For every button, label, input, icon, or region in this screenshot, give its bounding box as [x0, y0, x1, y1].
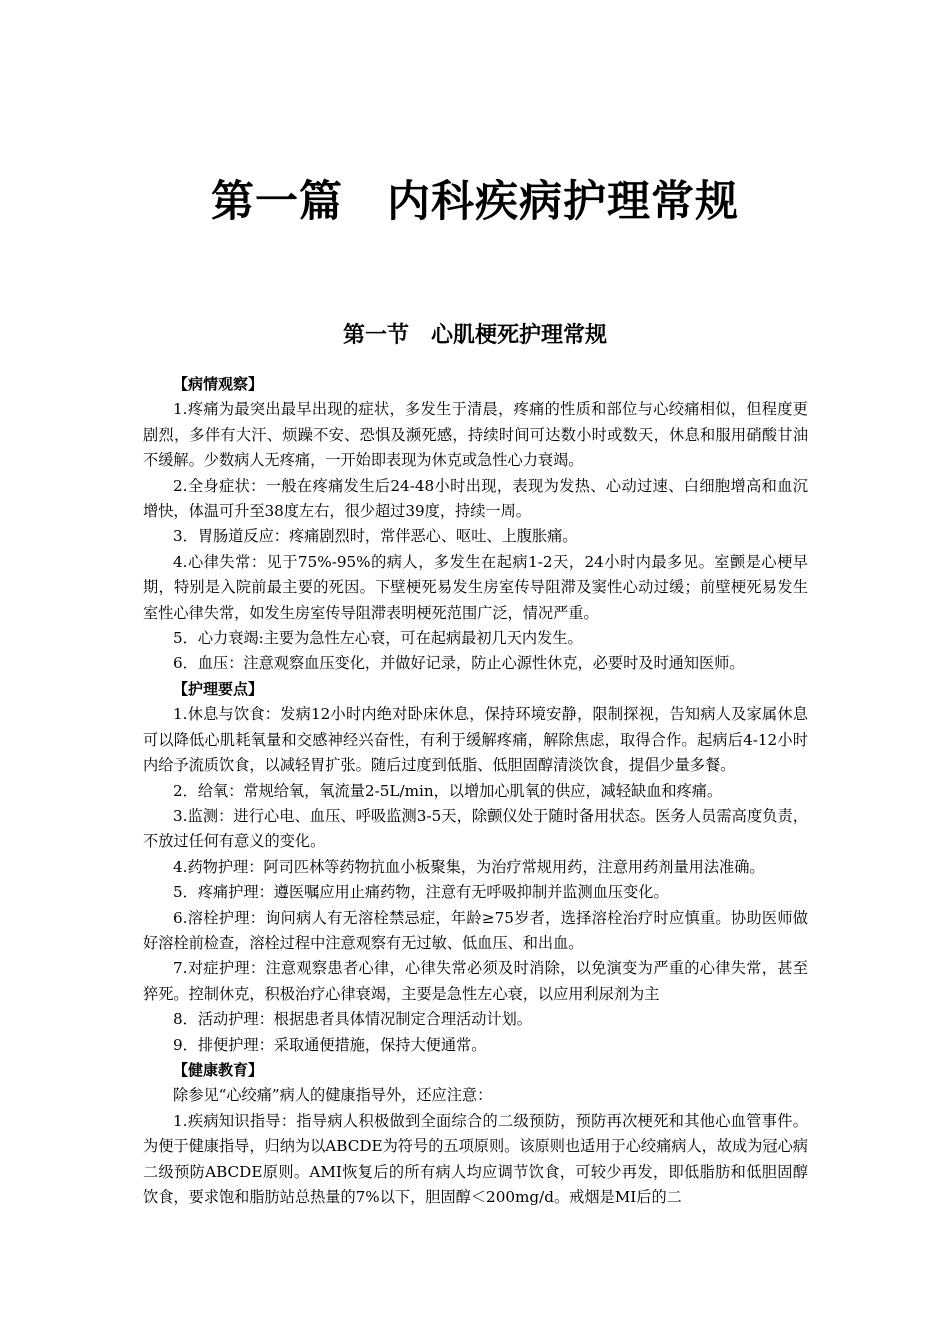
paragraph: 7.对症护理：注意观察患者心律，心律失常必须及时消除，以免演变为严重的心律失常，甚至猝死。控制休克，积极治疗心律衰竭，主要是急性左心衰，以应用利尿剂为主	[143, 959, 808, 1003]
section-heading: 【病情观察】	[173, 375, 264, 393]
paragraph: 1.疾病知识指导：指导病人积极做到全面综合的二级预防，预防再次梗死和其他心血管事件。为便于健康指导，归纳为以ABCDE为符号的五项原则。该原则也适用于心绞痛病人，故成为冠心病二级预防ABCDE原则。AMI恢复后的所有病人均应调节饮食，可较少再发，即低脂肪和低胆固醇饮食，要求饱和脂肪站总热量的7%以下，胆固醇＜200mg/d。戒烟是MI后的二	[143, 1111, 808, 1206]
paragraph: 6．血压：注意观察血压变化，并做好记录，防止心源性休克，必要时及时通知医师。	[173, 654, 745, 673]
paragraph: 9．排便护理：采取通便措施，保持大便通常。	[173, 1035, 487, 1054]
paragraph: 2．给氧：常规给氧，氧流量2-5L/min，以增加心肌氧的供应，减轻缺血和疼痛。	[173, 781, 723, 800]
paragraph: 1.休息与饮食：发病12小时内绝对卧床休息，保持环境安静，限制探视，告知病人及家属休息可以降低心肌耗氧量和交感神经兴奋性，有利于缓解疼痛，解除焦虑，取得合作。起病后4-12小时内给予流质饮食，以减轻胃扩张。随后过度到低脂、低胆固醇清淡饮食，提倡少量多餐。	[143, 705, 808, 775]
paragraph: 除参见“心绞痛”病人的健康指导外，还应注意：	[173, 1086, 493, 1105]
paragraph: 5．心力衰竭:主要为急性左心衰，可在起病最初几天内发生。	[173, 629, 583, 648]
paragraph: 4.心律失常：见于75%-95%的病人，多发生在起病1-2天，24小时内最多见。室颤是心梗早期，特别是入院前最主要的死因。下壁梗死易发生房室传导阻滞及窦性心动过缓；前壁梗死易发生室性心律失常，如发生房室传导阻滞表明梗死范围广泛，情况严重。	[143, 552, 808, 622]
paragraph: 8．活动护理：根据患者具体情况制定合理活动计划。	[173, 1010, 532, 1029]
document-body	[143, 372, 808, 1210]
paragraph: 1.疼痛为最突出最早出现的症状，多发生于清晨，疼痛的性质和部位与心绞痛相似，但程度更剧烈，多伴有大汗、烦躁不安、恐惧及濒死感，持续时间可达数小时或数天，休息和服用硝酸甘油不缓解。少数病人无疼痛，一开始即表现为休克或急性心力衰竭。	[143, 400, 808, 470]
paragraph: 4.药物护理：阿司匹林等药物抗血小板聚集，为治疗常规用药，注意用药剂量用法准确。	[173, 857, 765, 876]
section-heading: 【健康教育】	[173, 1060, 264, 1079]
section-heading: 【护理要点】	[173, 679, 264, 698]
part-title: 第一篇 内科疾病护理常规	[211, 177, 739, 227]
paragraph: 3．胃肠道反应：疼痛剧烈时，常伴恶心、呕吐、上腹胀痛。	[173, 527, 578, 546]
paragraph: 2.全身症状：一般在疼痛发生后24-48小时出现，表现为发热、心动过速、白细胞增高和血沉增快，体温可升至38度左右，很少超过39度，持续一周。	[143, 476, 808, 521]
paragraph: 3.监测：进行心电、血压、呼吸监测3-5天，除颤仪处于随时备用状态。医务人员需高度负责，不放过任何有意义的变化。	[143, 806, 808, 851]
section-title: 第一节 心肌梗死护理常规	[342, 323, 607, 348]
paragraph: 5．疼痛护理：遵医嘱应用止痛药物，注意有无呼吸抑制并监测血压变化。	[173, 883, 669, 902]
paragraph: 6.溶栓护理：询问病人有无溶栓禁忌症，年龄≥75岁者，选择溶栓治疗时应慎重。协助医师做好溶栓前检查，溶栓过程中注意观察有无过敏、低血压、和出血。	[143, 908, 808, 952]
